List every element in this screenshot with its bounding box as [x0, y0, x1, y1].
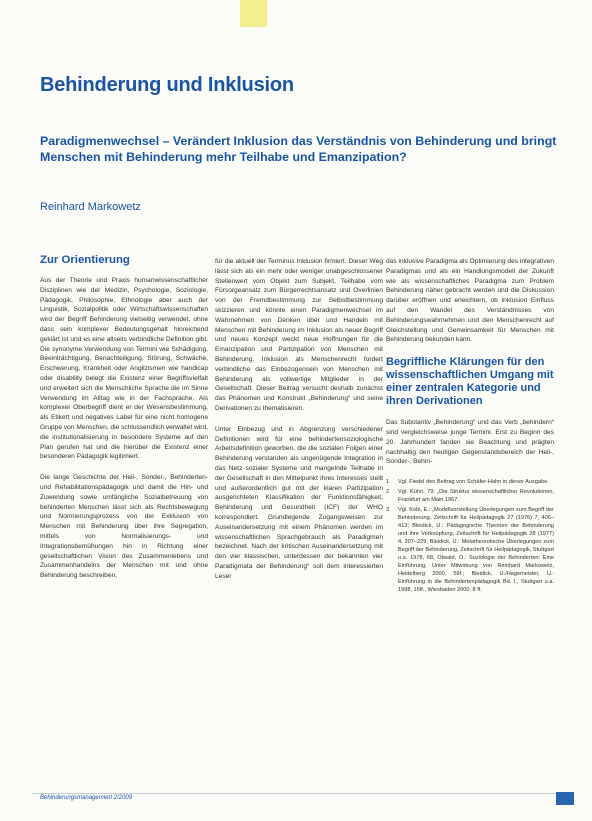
- footnote: [386, 478, 554, 486]
- article-title: Behinderung und Inklusion: [40, 74, 294, 96]
- column-3: [386, 248, 554, 596]
- footnotes: [386, 478, 554, 594]
- footer-journal-name: Behinderungsmanagement 2/2009: [40, 795, 133, 801]
- paragraph: Aus der Theorie und Praxis humanwissenschaftlicher Disziplinen wie der Medizin, Psychologie, Soziologie, Pädagogik, Philosophie, Ethnologie aber auch der Linguistik, Sozialpolitik oder Wirtschaftswissenschaften wird der Begriff Behinderung vielseitig verwendet, ohne dass sein komplexer Bedeutungsgehalt hinreichend geklärt ist und es eine allseits verbindliche Definition gibt. Die synonyme Verwendung von Termini wie Schädigung, Beeinträchtigung, Benachteiligung, Störung, Schwäche, Erschwerung, Krankheit oder Anglizismen wie handicap oder disability belegt die Existenz einer Begriffsvielfalt und erweitert sich die Menschliche Sprache die im Sinne Verwendung im Alltag wie in der Fachsprache. Als komplexer Oberbegriff dient er der Wesensbestimmung, als Etikett und negatives Label für eine nicht homogene Gruppe von Menschen, die schlussendlich verwaltet wird, die institutionalisierung in besondere Systeme auf den Plan gerufen hat und die hierüber die Existenz einer besonderen Pädagogik legitimiert.: [40, 277, 208, 461]
- footnote-number: 3: [386, 507, 390, 514]
- page-number-box: [556, 792, 574, 805]
- paragraph: das inklusive Paradigma als Optimierung des integrativen Paradigmas und als ein Handlungsmodell der Zukunft wie als wissenschaftliches Paradigma zum Problem Behinderung näher gebracht werden und die Diskussion darüber eröffnen und erleichtern, ob Inklusion Einfluss auf den Wandel des Verständnisses von Behinderungswahrnehmen und den Menschenrecht auf Gleichstellung und Gemeinsamkeit für Menschen mit Behinderung bekunden kann.: [386, 258, 554, 344]
- footnote-text: Vgl. Kühn, 79: „Die Struktur wissenschaftlicher Revolutionen, Frankfurt am Main 1967.: [398, 489, 554, 504]
- footnote-text: Vgl. Fiedel den Beitrag von Schäfer-Hahn in dieser Ausgabe.: [398, 479, 549, 486]
- paragraph: Unter Einbezug und in Abgrenzung verschiedener Definitionen wird für eine behindertensoziologische Arbeitsdefinition geworben, die die sozialen Folgen einer Behinderung verstanden als ungenügende Integration in das Netz sozialer Systeme und mangelnde Teilhabe in der Gesellschaft in den Mittelpunkt ihres Interesses stellt und außerordentlich gut mit der klaren Partizipation ausgerichteten Klassifikation der Funktionsfähigkeit, Behinderung und Gesundheit (ICF) der WHO korrespondiert. Grundlegende Zugangsweisen zur Auseinandersetzung mit einem Phänomen werden im wissenschaftlichen Sprachgebrauch als Paradigmen bezeichnet. Nach der kritischen Auseinandersetzung mit den vier klassischen, unterdessen der bekannten vier Paradigmata der Behinderung“ soll dem interessierten Leser: [215, 425, 383, 580]
- sticky-note: [240, 0, 267, 27]
- footnote: [386, 506, 554, 594]
- author-name: Reinhard Markowetz: [40, 201, 141, 213]
- article-subtitle: Paradigmenwechsel – Verändert Inklusion das Verständnis von Behinderung und bringt Menschen mit Behinderung mehr Teilhabe und Emanzipation?: [40, 134, 557, 164]
- footnote: [386, 488, 554, 504]
- paragraph: Das Substantiv „Behinderung“ und das Verb „behindern“ sind vergleichsweise junge Termini. Erst zu Beginn des 20. Jahrhundert fanden sie Beachtung und prägten nachhaltig den heutigen Gegenstandsbereich der Heil-, Sonder-, Behin-: [386, 419, 554, 466]
- section-heading-orientation: Zur Orientierung: [40, 254, 130, 266]
- section-heading-definitions: Begriffliche Klärungen für den wissenschaftlichen Umgang mit einer zentralen Kategorie und ihren Derivationen: [386, 356, 554, 408]
- footnote-number: 1: [386, 479, 390, 486]
- footnote-text: Vgl. Kobi, E.: „Modellvorstellung Überlegungen zum Begriff der Behinderung, Zeitschrift für Heilpädagogik 27 (1976) 7, 406–413; Bleidick, U.: Pädagogische Theorien der Behinderung und ihre Verknüpfung, Zeitschrift für Heilpädagogik 28 (1977) 4, 207–229; Bleidick, U.: Metatheoretische Überlegungen zum Begriff der Behinderung, Zeitschrift für Heilpädagogik, Stuttgart u.a. 1978, 68; Otwald, O.: Soziologie der Behinderten: Eine Einführung, Unter Mitwirkung von Reinhard Markowetz, Heidelberg 2000, 59f.; Bleidick, U./Hagemeister, U.: Einführung in die Behindertenpädagogik Bd. I., Stuttgart u.a. 1998, 16ff., Wiesbaden 2000, 8 ff.: [398, 507, 554, 594]
- paragraph: Die lange Geschichte der Heil-, Sonder-, Behinderten- und Rehabilitationspädagogik und damit die Hin- und Zuwendung sowie umfängliche Sozialbetreuung von behinderten Menschen lässt sich als Rechtsbewegung und Normierungsprozess von der Exklusion von Menschen mit Behinderung über ihre Segregation, mittels von Normalisierungs- und Integrationsbemühungen hin in Richtung einer gesellschaftlichen Vision des Zusammenlebens und Zusammenhandelns der Menschen mit und ohne Behinderung beschreiben,: [40, 474, 208, 580]
- footnote-number: 2: [386, 489, 390, 496]
- column-1: [40, 248, 208, 592]
- footer-rule: [32, 793, 564, 794]
- column-2: [215, 248, 383, 593]
- paragraph: für die aktuell der Terminus Inklusion firmiert. Dieser Weg lässt sich als ein mehr oder weniger unabgeschlossener Stellenwert vom Objekt zum Subjekt, Teilhabe vom Fürsorgeansatz zum Bürgerrechtsansatz und Overlinien von der Fremdbestimmung zur Selbstbestimmung skizzieren und könnte einen Paradigmenwechsel im Wahrnehmen von Denken über und Handeln mit Menschen mit Behinderung im Inklusion als neuer Begriff und neues Konzept weckt neue Hoffnungen für die Emanzipation und Partizipation von Menschen mit Behinderung. Inklusion als Menschenrecht fordert verbindliche das Einbezogensein von Menschen mit Behinderung als vollwertige Mitglieder in der Gesellschaft. Dieser Beitrag versucht deshalb zunächst das Phänomen und Konstrukt „Behinderung“ und seine Derivationen zu thematisieren.: [215, 258, 383, 412]
